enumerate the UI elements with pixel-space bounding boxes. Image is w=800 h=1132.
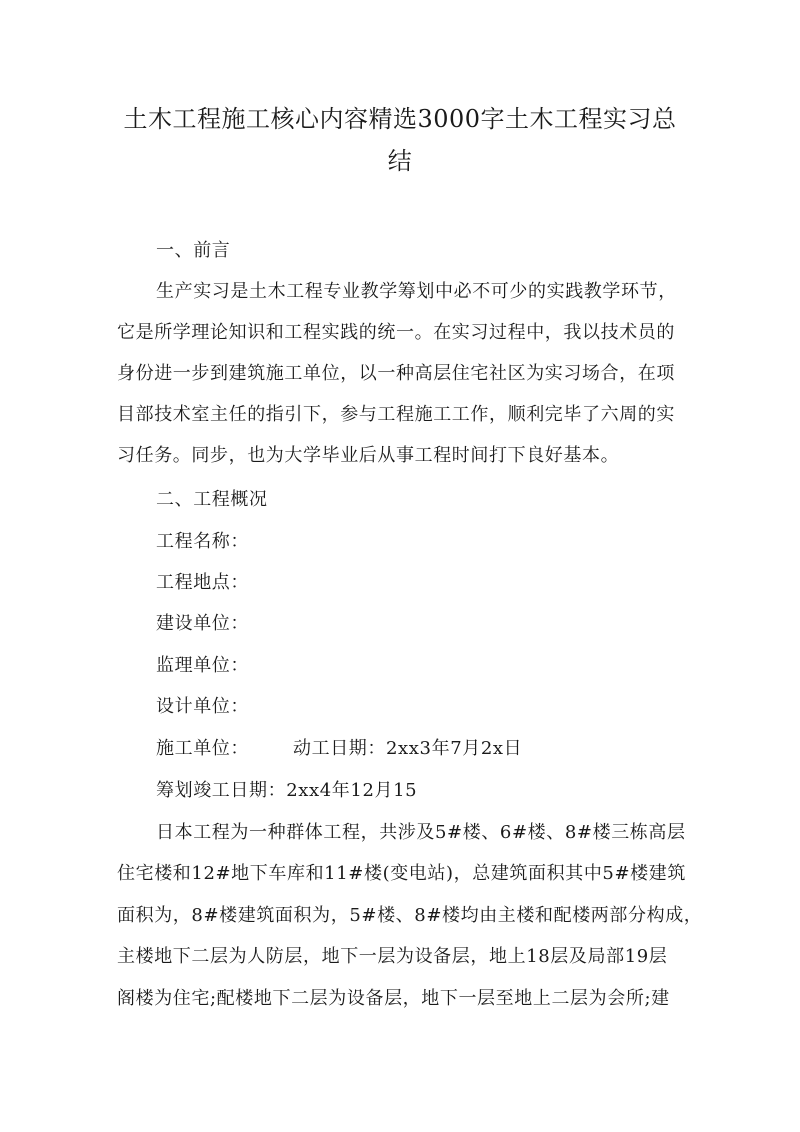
field-project-name: 工程名称：	[156, 531, 249, 552]
paragraph-line: 阁楼为住宅;配楼地下二层为设备层，地下一层至地上二层为会所;建	[117, 988, 670, 1009]
field-planned-completion: 筹划竣工日期：2xx4年12月15	[156, 780, 418, 801]
paragraph-line: 日本工程为一种群体工程，共涉及5#楼、6#楼、8#楼三栋高层	[156, 822, 686, 843]
paragraph-line: 它是所学理论知识和工程实践的统一。在实习过程中，我以技术员的	[117, 322, 675, 343]
paragraph-line: 住宅楼和12#地下车库和11#楼(变电站)，总建筑面积其中5#楼建筑	[117, 863, 686, 884]
title-line-2: 结	[387, 147, 413, 175]
field-contractor: 施工单位：	[156, 738, 249, 759]
field-designer: 设计单位：	[156, 696, 249, 717]
paragraph-line: 主楼地下二层为人防层，地下一层为设备层，地上18层及局部19层	[117, 946, 668, 967]
paragraph-line: 面积为，8#楼建筑面积为，5#楼、8#楼均由主楼和配楼两部分构成，	[117, 905, 703, 926]
document-body	[117, 0, 703, 1132]
section-heading-overview: 二、工程概况	[156, 489, 268, 510]
paragraph-line: 目部技术室主任的指引下，参与工程施工工作，顺利完毕了六周的实	[117, 404, 675, 425]
field-supervisor: 监理单位：	[156, 655, 249, 676]
field-contractor-row	[156, 728, 522, 769]
paragraph-line: 习任务。同步，也为大学毕业后从事工程时间打下良好基本。	[117, 445, 620, 466]
field-client: 建设单位：	[156, 613, 249, 634]
section-heading-preface: 一、前言	[156, 240, 231, 261]
paragraph-line: 生产实习是土木工程专业教学筹划中必不可少的实践教学环节，	[156, 281, 677, 302]
field-project-location: 工程地点：	[156, 572, 249, 593]
field-start-date: 动工日期：2xx3年7月2x日	[293, 738, 523, 759]
paragraph-line: 身份进一步到建筑施工单位，以一种高层住宅社区为实习场合，在项	[117, 363, 675, 384]
title-line-1: 土木工程施工核心内容精选3000字土木工程实习总	[123, 105, 677, 133]
